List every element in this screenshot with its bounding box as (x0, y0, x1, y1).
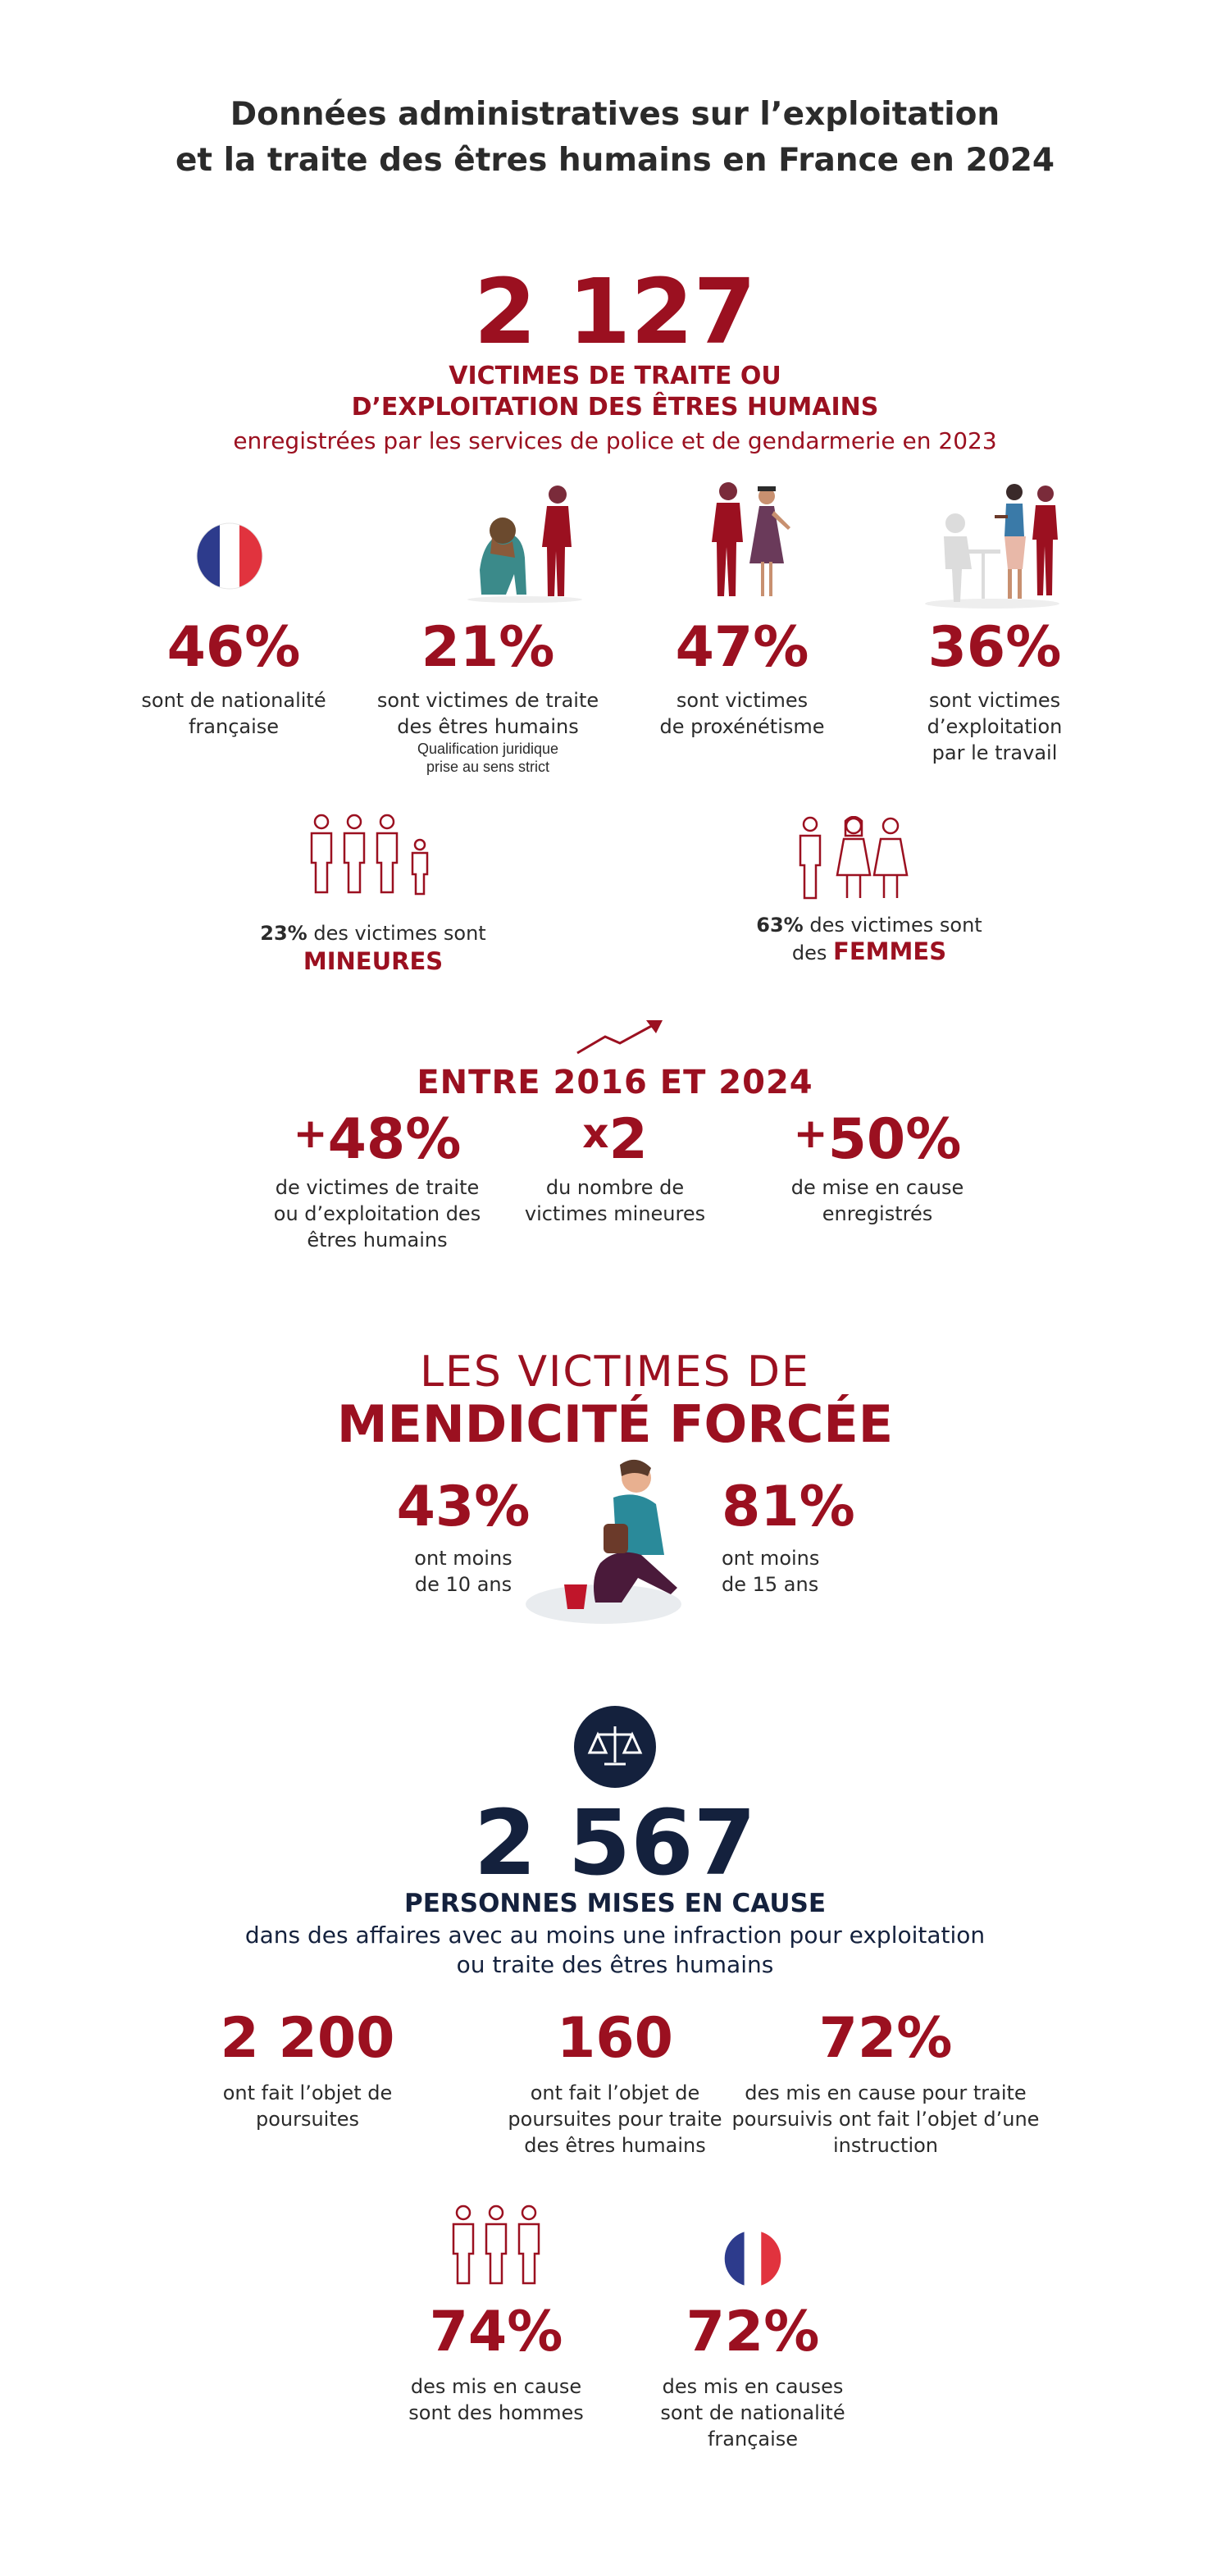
accused-trafficking: 160 ont fait l’objet de poursuites pour traite des êtres humains (508, 2006, 722, 2157)
women-people-icon (794, 816, 917, 906)
stat-trafficking: 21% sont victimes de traite des êtres humains Qualification juridique prise au sens strict (376, 615, 599, 775)
accused-subtitle: dans des affaires avec au moins une infraction pour exploitation ou traite des êtres humains (244, 1922, 986, 1978)
evolution-minors: $^x$2 du nombre de victimes mineures (524, 1107, 706, 1225)
labour-exploitation-icon (922, 474, 1066, 609)
evolution-heading: ENTRE 2016 ET 2024 (417, 1064, 813, 1101)
accused-men: 74% des mis en cause sont des hommes (408, 2300, 584, 2424)
accused-heading: PERSONNES MISES EN CAUSE (403, 1889, 826, 1918)
accused-instruction: 72% des mis en cause pour traite poursuivis ont fait l’objet d’une instruction (731, 2006, 1040, 2157)
victims-heading: VICTIMES DE TRAITE OU D’EXPLOITATION DES ÊTRES HUMAINS (351, 362, 879, 422)
trafficking-victim-icon (463, 480, 586, 603)
evolution-accused: +50% de mise en cause enregistrés (790, 1107, 964, 1225)
french-flag-icon-2 (723, 2229, 782, 2288)
begging-heading-line2: MENDICITÉ FORCÉE (336, 1394, 894, 1454)
trend-arrow-icon (574, 1017, 668, 1058)
procuring-icon (705, 480, 804, 603)
begging-heading-line1: LES VICTIMES DE (420, 1347, 810, 1397)
page-title: Données administratives sur l’exploitation et la traite des êtres humains en France en 2024 (175, 96, 1055, 179)
stat-nationality: 46% sont de nationalité française (141, 615, 326, 738)
victims-total: 2 127 (473, 259, 757, 364)
men-people-icon (447, 2204, 554, 2286)
begging-under10: 43% ont moins de 10 ans (396, 1475, 531, 1596)
stat-procuring: 47% sont victimes de proxénétisme (659, 615, 825, 738)
stat-labour: 36% sont victimes d’exploitation par le travail (927, 615, 1063, 764)
minors-people-icon (305, 814, 444, 896)
accused-total: 2 567 (473, 1790, 757, 1895)
accused-french: 72% des mis en causes sont de nationalité française (660, 2300, 845, 2451)
women-stat: 63% des victimes sont des FEMMES (756, 914, 982, 965)
justice-scale-icon (573, 1705, 657, 1789)
accused-prosecuted: 2 200 ont fait l’objet de poursuites (220, 2006, 395, 2131)
victims-subtitle: enregistrées par les services de police et de gendarmerie en 2023 (233, 427, 997, 454)
french-flag-icon (195, 522, 264, 590)
minors-stat: 23% des victimes sont MINEURES (260, 922, 486, 975)
evolution-victims: +48% de victimes de traite ou d’exploitation des êtres humains (273, 1107, 481, 1252)
begging-under15: 81% ont moins de 15 ans (722, 1475, 855, 1596)
